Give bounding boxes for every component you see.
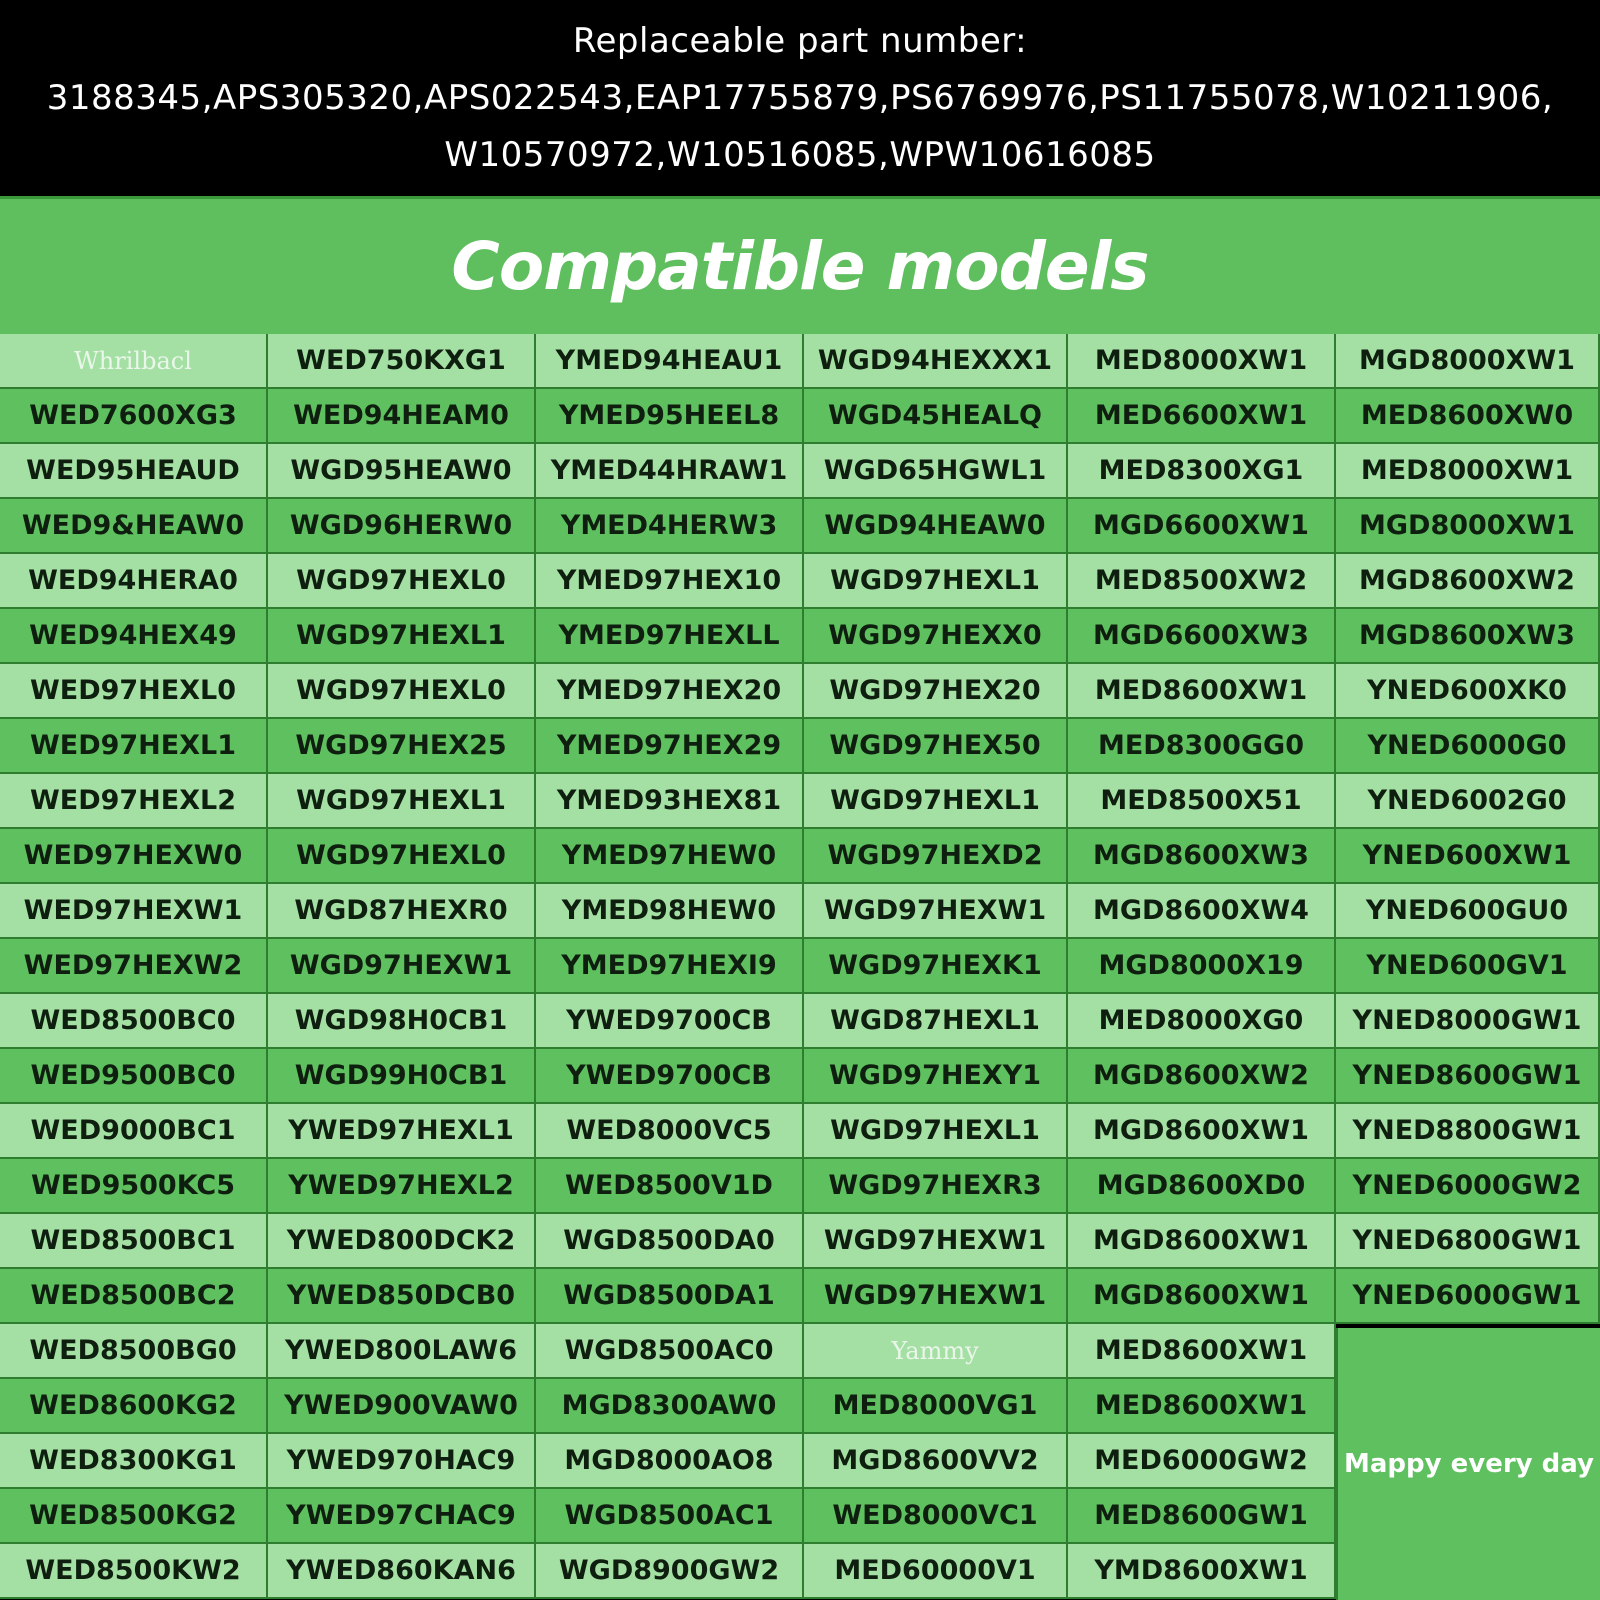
model-cell: WGD97HEXL1 xyxy=(804,1104,1068,1159)
model-cell: WED8500BG0 xyxy=(0,1324,268,1379)
model-cell: YWED850DCB0 xyxy=(268,1269,536,1324)
model-cell: WED97HEXW2 xyxy=(0,939,268,994)
model-cell: WED97HEXL0 xyxy=(0,664,268,719)
model-cell: WGD97HEX20 xyxy=(804,664,1068,719)
table-row xyxy=(0,1049,1600,1104)
model-cell: MED8300XG1 xyxy=(1068,444,1336,499)
model-cell: YMED98HEW0 xyxy=(536,884,804,939)
part-number-list-line-1: 3188345,APS305320,APS022543,EAP17755879,PS6769976,PS11755078,W10211906, xyxy=(46,78,1554,118)
model-cell: MED8600XW0 xyxy=(1336,389,1600,444)
model-cell: WGD8500AC1 xyxy=(536,1489,804,1544)
model-cell: WGD97HEXR3 xyxy=(804,1159,1068,1214)
model-cell: MGD8600XW3 xyxy=(1336,609,1600,664)
table-row xyxy=(0,774,1600,829)
model-cell: MED8000XW1 xyxy=(1068,334,1336,389)
model-cell: WGD94HEXXX1 xyxy=(804,334,1068,389)
model-cell: WGD8500DA1 xyxy=(536,1269,804,1324)
model-cell: YWED900VAW0 xyxy=(268,1379,536,1434)
model-cell: WGD97HEXD2 xyxy=(804,829,1068,884)
table-row xyxy=(0,1269,1600,1324)
model-cell: WED8500BC2 xyxy=(0,1269,268,1324)
model-cell: YWED970HAC9 xyxy=(268,1434,536,1489)
model-cell: WED750KXG1 xyxy=(268,334,536,389)
model-cell: MGD8600XW2 xyxy=(1068,1049,1336,1104)
model-cell: MGD8000X19 xyxy=(1068,939,1336,994)
model-cell: WGD97HEXL0 xyxy=(268,664,536,719)
model-cell: MED8600GW1 xyxy=(1068,1489,1336,1544)
model-cell: MGD8600XW2 xyxy=(1336,554,1600,609)
model-cell: WGD97HEXL1 xyxy=(804,774,1068,829)
model-cell: YNED600XW1 xyxy=(1336,829,1600,884)
model-cell: WGD87HEXR0 xyxy=(268,884,536,939)
table-row xyxy=(0,499,1600,554)
model-cell: YNED6000GW1 xyxy=(1336,1269,1600,1324)
table-row xyxy=(0,609,1600,664)
model-cell: MGD8600XW3 xyxy=(1068,829,1336,884)
model-cell: WED8500KG2 xyxy=(0,1489,268,1544)
model-cell: WGD99H0CB1 xyxy=(268,1049,536,1104)
model-cell: YMED97HEXI9 xyxy=(536,939,804,994)
model-cell: WED94HEAM0 xyxy=(268,389,536,444)
table-row xyxy=(0,389,1600,444)
model-cell: WED94HERA0 xyxy=(0,554,268,609)
model-cell: WED8500BC1 xyxy=(0,1214,268,1269)
model-cell: MGD8000AO8 xyxy=(536,1434,804,1489)
corner-note: Mappy every day xyxy=(1336,1328,1600,1600)
model-cell: WED8500V1D xyxy=(536,1159,804,1214)
model-cell: YMED94HEAU1 xyxy=(536,334,804,389)
model-cell: MED8000XW1 xyxy=(1336,444,1600,499)
model-cell: MGD8600XW1 xyxy=(1068,1104,1336,1159)
model-cell: WED9500KC5 xyxy=(0,1159,268,1214)
table-row xyxy=(0,554,1600,609)
model-cell: WED97HEXW1 xyxy=(0,884,268,939)
model-cell: WED9000BC1 xyxy=(0,1104,268,1159)
compatible-models-band xyxy=(0,196,1600,334)
model-cell: WGD97HEXL1 xyxy=(268,774,536,829)
model-cell: MGD6600XW1 xyxy=(1068,499,1336,554)
model-cell: WED97HEXW0 xyxy=(0,829,268,884)
part-number-header xyxy=(0,0,1600,196)
model-cell: WED95HEAUD xyxy=(0,444,268,499)
model-cell: WED8500BC0 xyxy=(0,994,268,1049)
model-cell: YWED800DCK2 xyxy=(268,1214,536,1269)
model-cell: WGD98H0CB1 xyxy=(268,994,536,1049)
model-cell: YMED97HEXLL xyxy=(536,609,804,664)
model-cell: YWED97HEXL1 xyxy=(268,1104,536,1159)
table-row xyxy=(0,444,1600,499)
model-cell: YMED97HEX20 xyxy=(536,664,804,719)
model-cell: WED9&HEAW0 xyxy=(0,499,268,554)
model-cell: YNED600XK0 xyxy=(1336,664,1600,719)
model-cell: YNED600GU0 xyxy=(1336,884,1600,939)
table-row xyxy=(0,334,1600,389)
model-cell: WGD97HEXL1 xyxy=(804,554,1068,609)
model-cell: WGD97HEXL0 xyxy=(268,829,536,884)
model-cell: MGD6600XW3 xyxy=(1068,609,1336,664)
model-cell: WED8000VC5 xyxy=(536,1104,804,1159)
part-number-list-line-2: W10570972,W10516085,WPW10616085 xyxy=(444,135,1156,175)
model-cell: MED8500X51 xyxy=(1068,774,1336,829)
model-cell: WGD97HEXL0 xyxy=(268,554,536,609)
model-cell: MGD8600XW1 xyxy=(1068,1214,1336,1269)
table-row xyxy=(0,884,1600,939)
model-cell: WGD8900GW2 xyxy=(536,1544,804,1599)
model-cell: WED97HEXL2 xyxy=(0,774,268,829)
model-cell: WGD97HEXL1 xyxy=(268,609,536,664)
model-cell: WGD97HEXX0 xyxy=(804,609,1068,664)
model-cell: WGD97HEXW1 xyxy=(804,1269,1068,1324)
table-row xyxy=(0,1104,1600,1159)
model-cell: YNED600GV1 xyxy=(1336,939,1600,994)
model-cell: YWED800LAW6 xyxy=(268,1324,536,1379)
model-cell: WGD96HERW0 xyxy=(268,499,536,554)
model-cell: YMED95HEEL8 xyxy=(536,389,804,444)
model-cell: YNED6000GW2 xyxy=(1336,1159,1600,1214)
compatible-models-title: Compatible models xyxy=(451,228,1149,305)
part-number-heading: Replaceable part number: xyxy=(572,21,1028,61)
model-cell: WED97HEXL1 xyxy=(0,719,268,774)
model-cell: WGD8500AC0 xyxy=(536,1324,804,1379)
model-cell: MGD8600VV2 xyxy=(804,1434,1068,1489)
model-cell: WED8600KG2 xyxy=(0,1379,268,1434)
model-cell: MGD8000XW1 xyxy=(1336,334,1600,389)
model-cell: WGD97HEXW1 xyxy=(268,939,536,994)
model-cell: YWED9700CB xyxy=(536,1049,804,1104)
model-cell: Whrilbacl xyxy=(0,334,268,389)
model-cell: WED94HEX49 xyxy=(0,609,268,664)
model-cell: WED8500KW2 xyxy=(0,1544,268,1599)
table-row xyxy=(0,719,1600,774)
table-row xyxy=(0,664,1600,719)
model-cell: MGD8300AW0 xyxy=(536,1379,804,1434)
model-cell: MED8000XG0 xyxy=(1068,994,1336,1049)
model-cell: MED8600XW1 xyxy=(1068,664,1336,719)
model-cell: MED6000GW2 xyxy=(1068,1434,1336,1489)
model-cell: MED8600XW1 xyxy=(1068,1324,1336,1379)
model-cell: MGD8600XW4 xyxy=(1068,884,1336,939)
model-cell: WGD65HGWL1 xyxy=(804,444,1068,499)
model-cell: WGD87HEXL1 xyxy=(804,994,1068,1049)
model-cell: WED8300KG1 xyxy=(0,1434,268,1489)
model-cell: YMED97HEX29 xyxy=(536,719,804,774)
model-cell: YMED44HRAW1 xyxy=(536,444,804,499)
model-cell: MED6600XW1 xyxy=(1068,389,1336,444)
table-row xyxy=(0,939,1600,994)
model-cell: WED8000VC1 xyxy=(804,1489,1068,1544)
model-cell: WED7600XG3 xyxy=(0,389,268,444)
model-cell: WGD97HEX25 xyxy=(268,719,536,774)
model-cell: MGD8600XW1 xyxy=(1068,1269,1336,1324)
model-cell: MED8300GG0 xyxy=(1068,719,1336,774)
table-row xyxy=(0,829,1600,884)
model-cell: YMED4HERW3 xyxy=(536,499,804,554)
model-cell: YNED6002G0 xyxy=(1336,774,1600,829)
model-cell: WGD94HEAW0 xyxy=(804,499,1068,554)
model-cell: MGD8600XD0 xyxy=(1068,1159,1336,1214)
model-cell: MED8600XW1 xyxy=(1068,1379,1336,1434)
model-cell: YMED97HEX10 xyxy=(536,554,804,609)
model-cell: MED8500XW2 xyxy=(1068,554,1336,609)
model-cell: YMED93HEX81 xyxy=(536,774,804,829)
table-row xyxy=(0,1214,1600,1269)
model-cell: YWED9700CB xyxy=(536,994,804,1049)
model-cell: YNED8000GW1 xyxy=(1336,994,1600,1049)
table-row xyxy=(0,1159,1600,1214)
table-row xyxy=(0,994,1600,1049)
model-cell: WGD97HEXK1 xyxy=(804,939,1068,994)
model-cell: WGD95HEAW0 xyxy=(268,444,536,499)
model-cell: WGD97HEXY1 xyxy=(804,1049,1068,1104)
model-cell: WGD97HEX50 xyxy=(804,719,1068,774)
model-cell: YWED860KAN6 xyxy=(268,1544,536,1599)
model-cell: YNED8600GW1 xyxy=(1336,1049,1600,1104)
model-cell: MED60000V1 xyxy=(804,1544,1068,1599)
model-cell: YWED97CHAC9 xyxy=(268,1489,536,1544)
model-cell: WED9500BC0 xyxy=(0,1049,268,1104)
model-cell: YMED97HEW0 xyxy=(536,829,804,884)
model-cell: MGD8000XW1 xyxy=(1336,499,1600,554)
model-cell: YNED6000G0 xyxy=(1336,719,1600,774)
model-cell: WGD8500DA0 xyxy=(536,1214,804,1269)
model-cell: YNED8800GW1 xyxy=(1336,1104,1600,1159)
model-cell: MED8000VG1 xyxy=(804,1379,1068,1434)
model-cell: Yammy xyxy=(804,1324,1068,1379)
model-cell: WGD97HEXW1 xyxy=(804,1214,1068,1269)
model-cell: WGD45HEALQ xyxy=(804,389,1068,444)
model-cell: YWED97HEXL2 xyxy=(268,1159,536,1214)
model-cell: WGD97HEXW1 xyxy=(804,884,1068,939)
model-cell: YMD8600XW1 xyxy=(1068,1544,1336,1599)
model-cell: YNED6800GW1 xyxy=(1336,1214,1600,1269)
